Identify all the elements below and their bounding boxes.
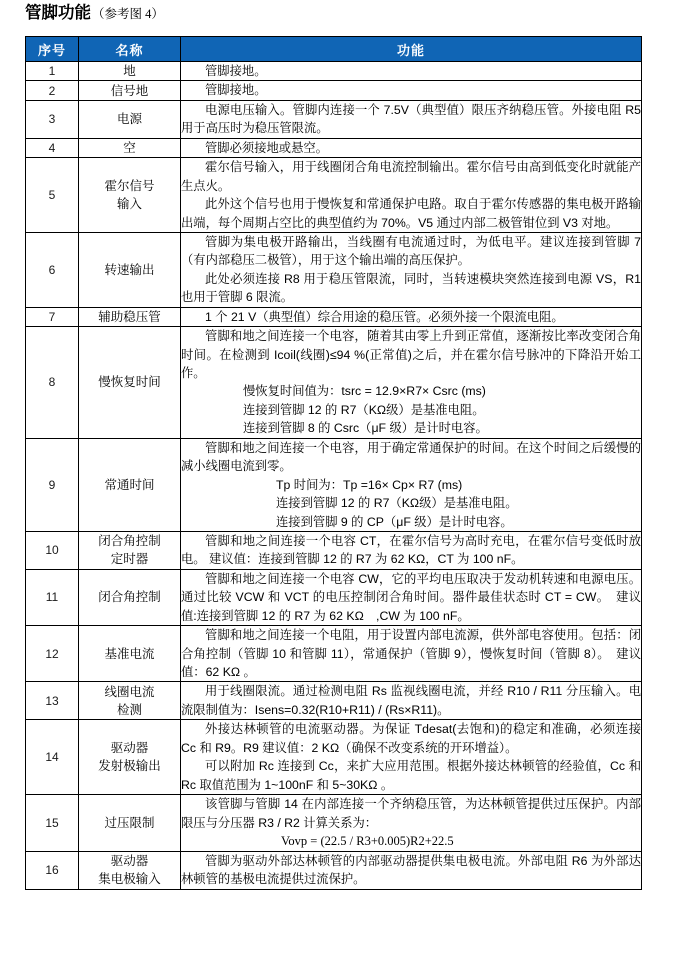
function-paragraph: 1 个 21 V（典型值）综合用途的稳压管。必须外接一个限流电阻。 bbox=[205, 309, 564, 324]
cell-pin-name bbox=[79, 569, 181, 625]
function-paragraph: 管脚为驱动外部达林顿管的内部驱动器提供集电极电流。外部电阻 R6 为外部达林顿管的基极电流提供过流保护。 bbox=[181, 853, 641, 887]
table-row bbox=[26, 795, 642, 852]
cell-pin-name bbox=[79, 232, 181, 307]
cell-pin-number: 3 bbox=[26, 100, 79, 138]
cell-pin-name bbox=[79, 795, 181, 852]
cell-pin-number: 2 bbox=[26, 81, 79, 100]
column-header-no: 序号 bbox=[26, 37, 79, 62]
function-paragraph: 连接到管脚 9 的 CP（μF 级）是计时电容。 bbox=[276, 514, 513, 529]
function-paragraph: 管脚为集电极开路输出，当线圈有电流通过时，为低电平。建议连接到管脚 7（有内部稳压二极管），用于这个输出端的高压保护。 bbox=[181, 234, 641, 268]
pin-name-line: 霍尔信号 bbox=[104, 178, 155, 193]
cell-pin-number: 16 bbox=[26, 851, 79, 889]
function-paragraph: Tp 时间为：Tp =16× Cp× R7 (ms) bbox=[276, 477, 463, 492]
pin-name-line: 发射极输出 bbox=[98, 759, 161, 774]
cell-pin-function bbox=[181, 327, 642, 439]
pin-name-line: 转速输出 bbox=[104, 262, 155, 277]
column-header-name: 名称 bbox=[79, 37, 181, 62]
pin-name-line: 辅助稳压管 bbox=[98, 309, 161, 324]
cell-pin-name bbox=[79, 307, 181, 326]
table-row bbox=[26, 438, 642, 531]
function-paragraph: Vovp = (22.5 / R3+0.005)R2+22.5 bbox=[281, 833, 454, 848]
function-paragraph: 慢恢复时间值为：tsrc = 12.9×R7× Csrc (ms) bbox=[243, 384, 486, 399]
pin-name-line: 线圈电流 bbox=[104, 684, 155, 699]
cell-pin-number: 6 bbox=[26, 232, 79, 307]
cell-pin-function bbox=[181, 438, 642, 531]
table-row bbox=[26, 626, 642, 682]
pin-name-line: 基准电流 bbox=[104, 646, 155, 661]
cell-pin-function bbox=[181, 720, 642, 795]
function-paragraph: 连接到管脚 8 的 Csrc（μF 级）是计时电容。 bbox=[243, 421, 488, 436]
cell-pin-name bbox=[79, 327, 181, 439]
function-paragraph: 外接达林顿管的电流驱动器。为保证 Tdesat(去饱和)的稳定和准确，必须连接 Cc 和 R9。R9 建议值：2 KΩ（确保不改变系统的开环增益）。 bbox=[181, 722, 641, 755]
cell-pin-function bbox=[181, 569, 642, 625]
cell-pin-name bbox=[79, 62, 181, 81]
function-paragraph: 管脚和地之间连接一个电容 CW，它的平均电压取决于发动机转速和电源电压。通过比较 VCW 和 VCT 的电压控制闭合角时间。器件最佳状态时 CT = CW。 建议值:连接到管脚 12 的 R7 为 62 KΩ ,CW 为 100 nF。 bbox=[181, 571, 641, 623]
table-row bbox=[26, 327, 642, 439]
cell-pin-function bbox=[181, 81, 642, 100]
cell-pin-function bbox=[181, 138, 642, 157]
pin-name-line: 定时器 bbox=[110, 552, 149, 567]
cell-pin-number: 9 bbox=[26, 438, 79, 531]
cell-pin-number: 7 bbox=[26, 307, 79, 326]
cell-pin-function bbox=[181, 626, 642, 682]
pin-name-line: 信号地 bbox=[110, 83, 149, 98]
page-title-main: 管脚功能 bbox=[25, 4, 91, 22]
pin-name-line: 输入 bbox=[116, 197, 142, 212]
cell-pin-name bbox=[79, 138, 181, 157]
cell-pin-name bbox=[79, 626, 181, 682]
cell-pin-number: 12 bbox=[26, 626, 79, 682]
table-body bbox=[26, 62, 642, 890]
function-paragraph: 管脚必须接地或悬空。 bbox=[205, 140, 328, 155]
pin-function-table bbox=[25, 36, 642, 890]
table-row bbox=[26, 307, 642, 326]
function-paragraph: 管脚和地之间连接一个电容，随着其由零上升到正常值，逐渐按比率改变闭合角时间。在检测到 Icoil(线圈)≤94 %(正常值)之后，并在霍尔信号脉冲的下降沿开始工作。 bbox=[181, 329, 641, 380]
page-title bbox=[25, 5, 164, 22]
cell-pin-function bbox=[181, 682, 642, 720]
cell-pin-name bbox=[79, 682, 181, 720]
pin-name-line: 常通时间 bbox=[104, 477, 155, 492]
function-paragraph: 管脚接地。 bbox=[205, 83, 267, 98]
function-paragraph: 管脚和地之间连接一个电阻，用于设置内部电流源，供外部电容使用。包括：闭合角控制（管脚 10 和管脚 11），常通保护（管脚 9），慢恢复时间（管脚 8）。 建议值：62 KΩ 。 bbox=[181, 628, 641, 679]
cell-pin-name bbox=[79, 531, 181, 569]
pin-name-line: 过压限制 bbox=[104, 815, 155, 830]
table-row bbox=[26, 851, 642, 889]
cell-pin-function bbox=[181, 100, 642, 138]
cell-pin-number: 15 bbox=[26, 795, 79, 852]
function-paragraph: 此处必须连接 R8 用于稳压管限流，同时，当转速模块突然连接到电源 VS，R1 也用于管脚 6 限流。 bbox=[181, 271, 641, 305]
function-paragraph: 用于线圈限流。通过检测电阻 Rs 监视线圈电流，并经 R10 / R11 分压输入。电流限制值为：Isens=0.32(R10+R11) / (Rs×R11)。 bbox=[181, 684, 641, 717]
function-paragraph: 此外这个信号也用于慢恢复和常通保护电路。取自于霍尔传感器的集电极开路输出端，每个周期占空比的典型值约为 70%。V5 通过内部二极管钳位到 V3 对地。 bbox=[181, 197, 641, 230]
table-row bbox=[26, 81, 642, 100]
cell-pin-function bbox=[181, 307, 642, 326]
cell-pin-name bbox=[79, 100, 181, 138]
cell-pin-function bbox=[181, 851, 642, 889]
cell-pin-function bbox=[181, 62, 642, 81]
pin-name-line: 闭合角控制 bbox=[98, 590, 161, 605]
cell-pin-name bbox=[79, 438, 181, 531]
cell-pin-number: 8 bbox=[26, 327, 79, 439]
function-paragraph: 可以附加 Rc 连接到 Cc，来扩大应用范围。根据外接达林顿管的经验值，Cc 和 Rc 取值范围为 1~100nF 和 5~30KΩ 。 bbox=[181, 759, 641, 792]
function-paragraph: 管脚接地。 bbox=[205, 64, 267, 78]
table-row bbox=[26, 531, 642, 569]
cell-pin-function bbox=[181, 795, 642, 852]
cell-pin-function bbox=[181, 531, 642, 569]
cell-pin-number: 1 bbox=[26, 62, 79, 81]
function-paragraph: 管脚和地之间连接一个电容 CT，在霍尔信号为高时充电，在霍尔信号变低时放电。 建议值：连接到管脚 12 的 R7 为 62 KΩ，CT 为 100 nF。 bbox=[181, 533, 641, 567]
cell-pin-function bbox=[181, 158, 642, 233]
cell-pin-number: 10 bbox=[26, 531, 79, 569]
column-header-function: 功能 bbox=[181, 37, 642, 62]
table-row bbox=[26, 682, 642, 720]
table-row bbox=[26, 62, 642, 81]
pin-name-line: 检测 bbox=[116, 702, 142, 717]
pin-name-line: 驱动器 bbox=[110, 741, 149, 756]
table-row bbox=[26, 100, 642, 138]
cell-pin-name bbox=[79, 851, 181, 889]
table-row bbox=[26, 158, 642, 233]
pin-name-line: 驱动器 bbox=[110, 854, 149, 868]
table-header bbox=[26, 37, 642, 62]
pin-name-line: 慢恢复时间 bbox=[98, 375, 161, 390]
function-paragraph: 连接到管脚 12 的 R7（KΩ级）是基准电阻。 bbox=[243, 402, 485, 417]
function-paragraph: 电源电压输入。管脚内连接一个 7.5V（典型值）限压齐纳稳压管。外接电阻 R5 用于高压时为稳压管限流。 bbox=[181, 102, 641, 136]
cell-pin-function bbox=[181, 232, 642, 307]
cell-pin-name bbox=[79, 81, 181, 100]
table-row bbox=[26, 720, 642, 795]
cell-pin-number: 11 bbox=[26, 569, 79, 625]
pin-name-line: 空 bbox=[123, 140, 136, 155]
table-row bbox=[26, 232, 642, 307]
pin-name-line: 地 bbox=[123, 64, 136, 79]
pin-name-line: 闭合角控制 bbox=[98, 534, 161, 549]
table-row bbox=[26, 569, 642, 625]
function-paragraph: 连接到管脚 12 的 R7（KΩ级）是基准电阻。 bbox=[276, 496, 518, 511]
function-paragraph: 该管脚与管脚 14 在内部连接一个齐纳稳压管，为达林顿管提供过压保护。内部限压与分压器 R3 / R2 计算关系为： bbox=[181, 797, 641, 830]
table-row bbox=[26, 138, 642, 157]
table-header-row bbox=[26, 37, 642, 62]
cell-pin-number: 13 bbox=[26, 682, 79, 720]
pin-name-line: 电源 bbox=[116, 112, 142, 127]
cell-pin-name bbox=[79, 720, 181, 795]
cell-pin-number: 5 bbox=[26, 158, 79, 233]
function-paragraph: 霍尔信号输入，用于线圈闭合角电流控制输出。霍尔信号由高到低变化时就能产生点火。 bbox=[181, 160, 641, 193]
cell-pin-number: 14 bbox=[26, 720, 79, 795]
page-title-note: （参考图 4） bbox=[92, 7, 164, 21]
function-paragraph: 管脚和地之间连接一个电容，用于确定常通保护的时间。在这个时间之后缓慢的减小线圈电流到零。 bbox=[181, 440, 641, 474]
cell-pin-number: 4 bbox=[26, 138, 79, 157]
pin-name-line: 集电极输入 bbox=[98, 872, 161, 887]
cell-pin-name bbox=[79, 158, 181, 233]
